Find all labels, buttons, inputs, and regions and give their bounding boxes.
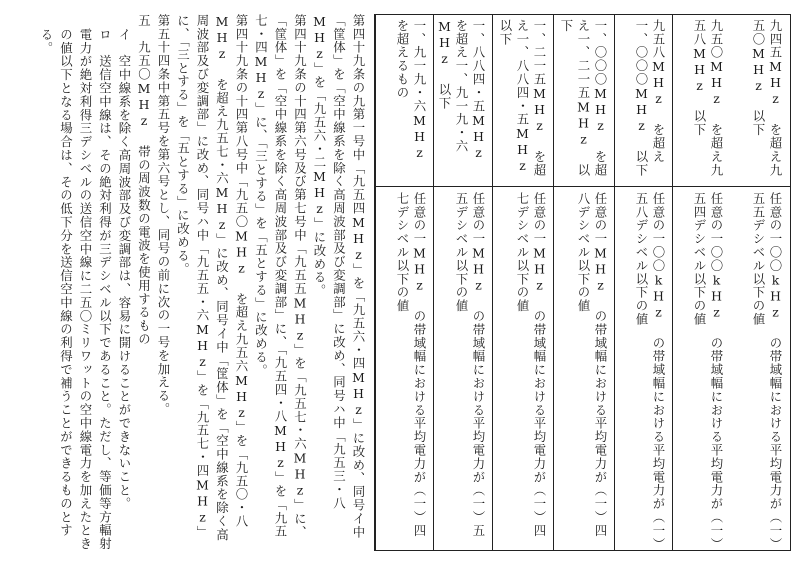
amendment-text bbox=[6, 14, 368, 551]
paragraph-54: 第五十四条中第五号を第六号とし、同号の前に次の一号を加える。 bbox=[156, 14, 171, 416]
table-column bbox=[433, 15, 492, 550]
power-limit-cell: 任意の一〇〇kHz の帯域幅における平均電力が（一）五八デシベル以下の値 bbox=[634, 192, 666, 545]
power-limit-cell: 任意の一MHz の帯域幅における平均電力が（一）四八デシベル以下の値 bbox=[576, 192, 608, 538]
paragraph-49-14-6-7: 第四十九条の十四第六号及び第七号中「九五五MHz」を「九五七・六MHz」に、「筐体」を「空中線系を除く高周波部及び変調部」に、「九五四・八MHz」を「九五七・四MHz」に、「三とする」を「五とする」に改める。 bbox=[253, 14, 308, 539]
table-column bbox=[492, 15, 553, 550]
spurious-emission-table bbox=[374, 14, 791, 551]
table-column bbox=[553, 15, 614, 550]
power-limit-cell: 任意の一〇〇kHz の帯域幅における平均電力が（一）五四デシベル以下の値 bbox=[692, 192, 724, 545]
paragraph-49-14-8: 第四十九条の十四第八号中「九五〇MHz を超え九五六MHz」を「九五〇・八MHz を超え九五七・六MHz」に改め、同号イ中「筐体」を「空中線系を除く高周波部及び変調部」に改め、同号ハ中「九五五・六MHz」を「九五七・四MHz」に、「三とする」を「五とする」に改める。 bbox=[175, 14, 249, 542]
power-limit-cell: 任意の一MHz の帯域幅における平均電力が（一）四七デシベル以下の値 bbox=[515, 192, 547, 538]
frequency-range-cell: 一、九一九・六MHz を超えるもの bbox=[395, 19, 427, 177]
frequency-range-cell: 九四五MHz を超え九五〇MHz 以下 bbox=[751, 19, 783, 177]
table-column bbox=[614, 15, 672, 550]
table-column bbox=[730, 15, 790, 550]
power-limit-cell: 任意の一MHz の帯域幅における平均電力が（一）五五デシベル以下の値 bbox=[454, 192, 486, 538]
frequency-range-cell: 一、八八四・五MHz を超え一、九一九・六MHz 以下 bbox=[437, 19, 486, 177]
item-5: 五 九五〇MHz 帯の周波数の電波を使用するもの bbox=[136, 14, 152, 346]
sub-item-i: イ 空中線系を除く高周波部及び変調部は、容易に開けることができないこと。 bbox=[117, 28, 132, 511]
frequency-range-cell: 一、〇〇〇MHz を超え一、二一五MHz 以下 bbox=[559, 19, 608, 177]
table-column bbox=[672, 15, 730, 550]
frequency-range-cell: 一、二一五MHz を超え一、八八四・五MHz 以下 bbox=[498, 19, 547, 191]
paragraph-49-9: 第四十九条の九第一号中「九五四MHz」を「九五六・四MHz」に改め、同号イ中「筐体」を「空中線系を除く高周波部及び変調部」に改め、同号ハ中「九五三・八MHz」を「九五六・二MHz」に改める。 bbox=[312, 14, 366, 539]
frequency-range-cell: 九五八MHz を超え一、〇〇〇MHz 以下 bbox=[634, 19, 666, 177]
power-limit-cell: 任意の一MHz の帯域幅における平均電力が（一）四七デシベル以下の値 bbox=[395, 192, 427, 538]
power-limit-cell: 任意の一〇〇kHz の帯域幅における平均電力が（一）五五デシベル以下の値 bbox=[751, 192, 783, 545]
table-column bbox=[375, 15, 433, 550]
frequency-range-cell: 九五〇MHz を超え九五八MHz 以下 bbox=[692, 19, 724, 177]
sub-item-ro: ロ 送信空中線は、その絶対利得が三デシベル以下であること。ただし、等価等方輻射電力が絶対利得三デシベルの送信空中線に二五〇ミリワットの空中線電力を加えたときの値以下となる場合は、その低下分を送信空中線の利得で補うことができるものとする。 bbox=[39, 28, 113, 551]
